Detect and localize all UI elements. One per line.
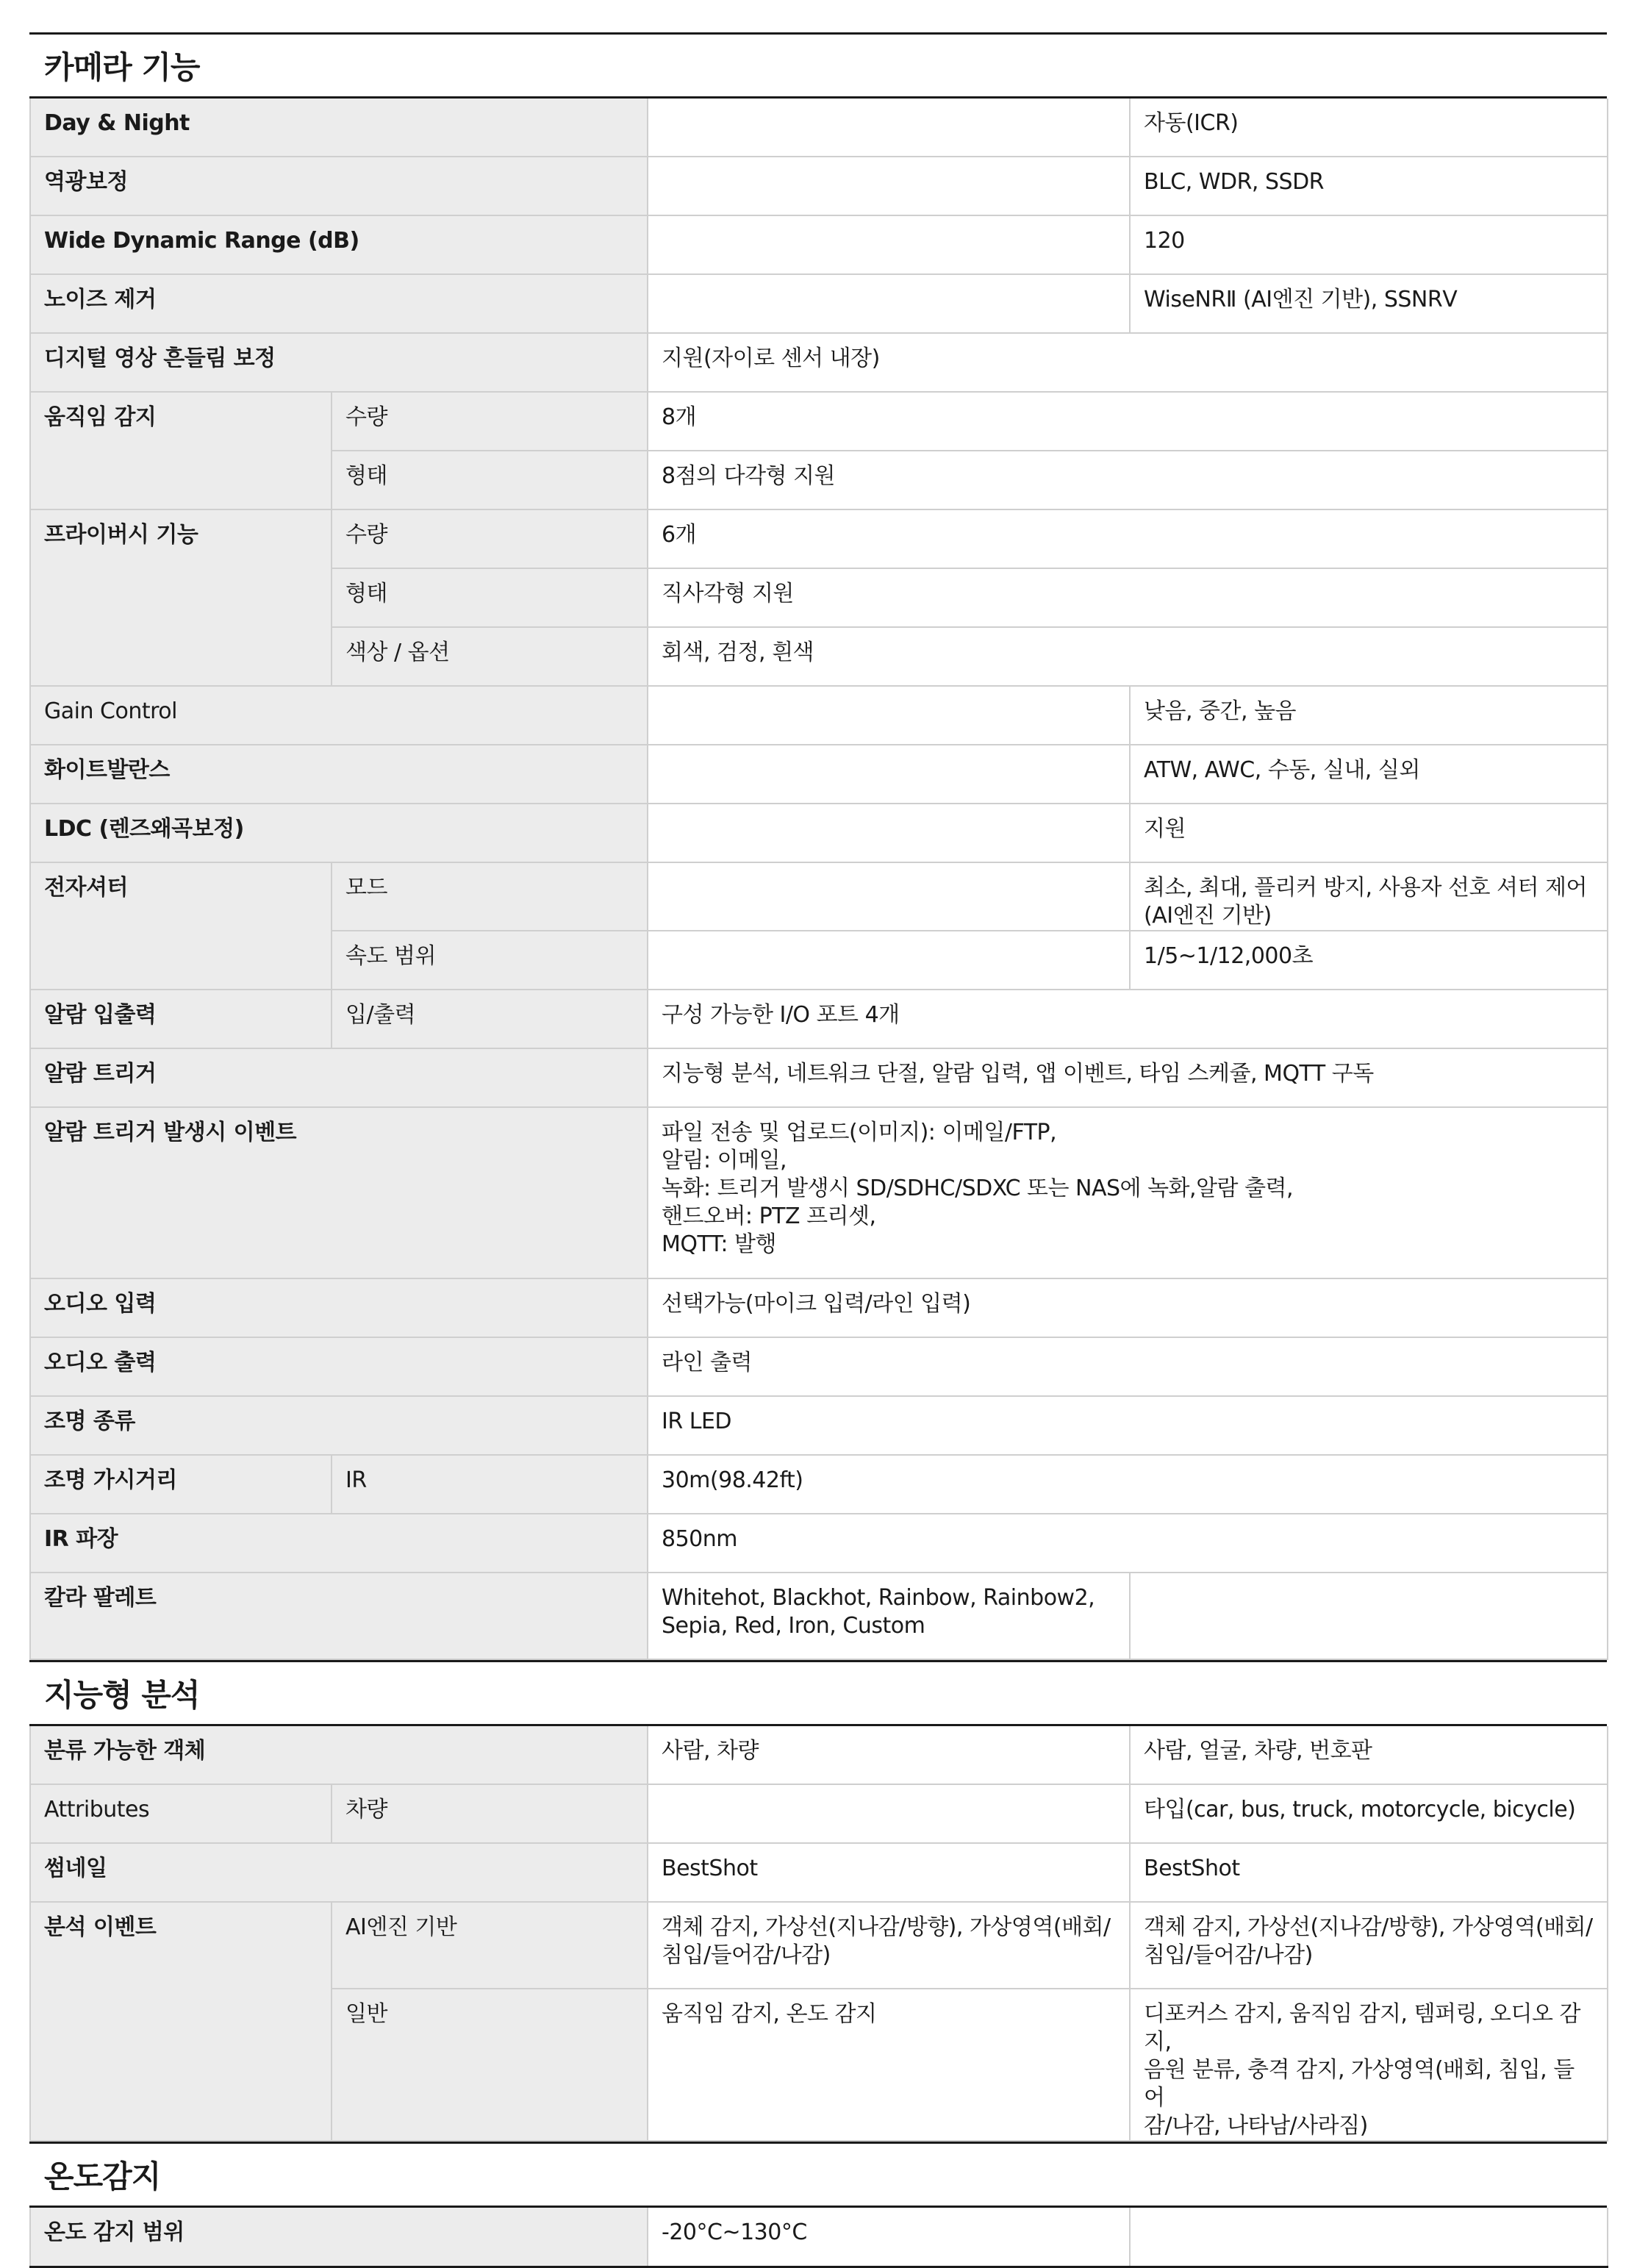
table-row bbox=[30, 1107, 1608, 1278]
row-value: 타입(car, bus, truck, motorcycle, bicycle) bbox=[1130, 1784, 1608, 1843]
empty-cell bbox=[648, 686, 1130, 745]
sub-label: 차량 bbox=[332, 1784, 648, 1843]
row-label: Gain Control bbox=[30, 686, 648, 745]
empty-cell bbox=[648, 931, 1130, 990]
row-value: 라인 출력 bbox=[648, 1337, 1608, 1396]
sub-label: 속도 범위 bbox=[332, 931, 648, 990]
row-label: 썸네일 bbox=[30, 1843, 648, 1902]
row-value: 선택가능(마이크 입력/라인 입력) bbox=[648, 1278, 1608, 1337]
row-label: 화이트발란스 bbox=[30, 745, 648, 804]
table-row bbox=[30, 333, 1608, 392]
row-value: -20°C~130°C bbox=[648, 2208, 1130, 2267]
table-row bbox=[30, 1726, 1608, 1784]
table-row bbox=[30, 99, 1608, 157]
row-value: 지능형 분석, 네트워크 단절, 알람 입력, 앱 이벤트, 타임 스케쥴, MQTT 구독 bbox=[648, 1048, 1608, 1107]
row-label: 조명 가시거리 bbox=[30, 1455, 332, 1514]
value-line: 파일 전송 및 업로드(이미지): 이메일/FTP, bbox=[662, 1120, 1057, 1145]
table-row bbox=[30, 509, 1608, 568]
row-label: 분석 이벤트 bbox=[30, 1902, 332, 2141]
analytics-spec-table bbox=[29, 1726, 1608, 2142]
value-line: Whitehot, Blackhot, Rainbow, Rainbow2, bbox=[662, 1585, 1095, 1611]
sub-label: 형태 bbox=[332, 568, 648, 627]
row-value bbox=[1130, 1902, 1608, 1989]
table-row bbox=[30, 274, 1608, 333]
value-line: (AI엔진 기반) bbox=[1144, 903, 1272, 929]
row-value: 구성 가능한 I/O 포트 4개 bbox=[648, 990, 1608, 1048]
row-value: 낮음, 중간, 높음 bbox=[1130, 686, 1608, 745]
row-label: 역광보정 bbox=[30, 157, 648, 215]
row-value: 회색, 검정, 흰색 bbox=[648, 627, 1608, 686]
row-label: 알람 트리거 발생시 이벤트 bbox=[30, 1107, 648, 1278]
table-row bbox=[30, 1337, 1608, 1396]
sub-label: 색상 / 옵션 bbox=[332, 627, 648, 686]
row-value: 6개 bbox=[648, 509, 1608, 568]
row-value: BestShot bbox=[1130, 1843, 1608, 1902]
row-value bbox=[648, 1107, 1608, 1278]
row-value: 사람, 얼굴, 차량, 번호판 bbox=[1130, 1726, 1608, 1784]
table-row bbox=[30, 804, 1608, 862]
empty-cell bbox=[648, 274, 1130, 333]
row-label: 오디오 출력 bbox=[30, 1337, 648, 1396]
row-label: 노이즈 제거 bbox=[30, 274, 648, 333]
row-value bbox=[648, 1902, 1130, 1989]
camera-spec-table bbox=[29, 99, 1608, 1660]
table-row bbox=[30, 1278, 1608, 1337]
row-value: 지원 bbox=[1130, 804, 1608, 862]
value-line: 침입/들어감/나감) bbox=[662, 1942, 831, 1968]
table-row bbox=[30, 1573, 1608, 1659]
row-label: Wide Dynamic Range (dB) bbox=[30, 215, 648, 274]
section-title-temperature: 온도감지 bbox=[29, 2142, 1607, 2208]
value-line: 디포커스 감지, 움직임 감지, 템퍼링, 오디오 감지, bbox=[1144, 2001, 1580, 2055]
row-value: 직사각형 지원 bbox=[648, 568, 1608, 627]
row-value: 지원(자이로 센서 내장) bbox=[648, 333, 1608, 392]
table-row bbox=[30, 686, 1608, 745]
empty-cell bbox=[648, 862, 1130, 931]
row-label: 전자셔터 bbox=[30, 862, 332, 990]
row-label: 조명 종류 bbox=[30, 1396, 648, 1455]
row-label: 온도 감지 범위 bbox=[30, 2208, 648, 2267]
row-value: BLC, WDR, SSDR bbox=[1130, 157, 1608, 215]
row-value: WiseNRⅡ (AI엔진 기반), SSNRⅤ bbox=[1130, 274, 1608, 333]
value-line: 객체 감지, 가상선(지나감/방향), 가상영역(배회/ bbox=[662, 1914, 1111, 1940]
row-value bbox=[1130, 862, 1608, 931]
table-row bbox=[30, 2208, 1608, 2267]
sub-label: AI엔진 기반 bbox=[332, 1902, 648, 1989]
row-value: 1/5~1/12,000초 bbox=[1130, 931, 1608, 990]
sub-label: IR bbox=[332, 1455, 648, 1514]
empty-cell bbox=[648, 215, 1130, 274]
empty-cell bbox=[648, 804, 1130, 862]
row-value bbox=[648, 1573, 1130, 1659]
value-line: 감/나감, 나타남/사라짐) bbox=[1144, 2113, 1368, 2139]
table-row bbox=[30, 392, 1608, 451]
row-value bbox=[1130, 1989, 1608, 2141]
row-label: 알람 트리거 bbox=[30, 1048, 648, 1107]
value-line: MQTT: 발행 bbox=[662, 1231, 776, 1257]
row-label: 알람 입출력 bbox=[30, 990, 332, 1048]
sub-label: 수량 bbox=[332, 509, 648, 568]
empty-cell bbox=[648, 157, 1130, 215]
value-line: 알림: 이메일, bbox=[662, 1148, 787, 1173]
row-value: 사람, 차량 bbox=[648, 1726, 1130, 1784]
row-label: 디지털 영상 흔들림 보정 bbox=[30, 333, 648, 392]
row-label: 오디오 입력 bbox=[30, 1278, 648, 1337]
row-value: 850nm bbox=[648, 1514, 1608, 1573]
row-value: 8개 bbox=[648, 392, 1608, 451]
temperature-spec-table bbox=[29, 2208, 1608, 2268]
row-value: ATW, AWC, 수동, 실내, 실외 bbox=[1130, 745, 1608, 804]
row-label: Day & Night bbox=[30, 99, 648, 157]
spec-sheet bbox=[29, 32, 1607, 2268]
table-row bbox=[30, 862, 1608, 931]
table-row bbox=[30, 990, 1608, 1048]
empty-cell bbox=[648, 745, 1130, 804]
table-row bbox=[30, 1048, 1608, 1107]
value-line: 객체 감지, 가상선(지나감/방향), 가상영역(배회/ bbox=[1144, 1914, 1593, 1940]
table-row bbox=[30, 1902, 1608, 1989]
table-row bbox=[30, 157, 1608, 215]
row-label: Attributes bbox=[30, 1784, 332, 1843]
table-row bbox=[30, 215, 1608, 274]
row-value: 움직임 감지, 온도 감지 bbox=[648, 1989, 1130, 2141]
empty-cell bbox=[1130, 1573, 1608, 1659]
section-title-camera: 카메라 기능 bbox=[29, 32, 1607, 99]
row-label: LDC (렌즈왜곡보정) bbox=[30, 804, 648, 862]
table-row bbox=[30, 1396, 1608, 1455]
row-value: 30m(98.42ft) bbox=[648, 1455, 1608, 1514]
sub-label: 일반 bbox=[332, 1989, 648, 2141]
empty-cell bbox=[1130, 2208, 1608, 2267]
table-row bbox=[30, 745, 1608, 804]
row-value: 120 bbox=[1130, 215, 1608, 274]
value-line: 침입/들어감/나감) bbox=[1144, 1942, 1313, 1968]
row-value: IR LED bbox=[648, 1396, 1608, 1455]
table-row bbox=[30, 1784, 1608, 1843]
row-value: BestShot bbox=[648, 1843, 1130, 1902]
row-label: 칼라 팔레트 bbox=[30, 1573, 648, 1659]
value-line: Sepia, Red, Iron, Custom bbox=[662, 1613, 925, 1639]
row-label: 분류 가능한 객체 bbox=[30, 1726, 648, 1784]
sub-label: 입/출력 bbox=[332, 990, 648, 1048]
row-value: 자동(ICR) bbox=[1130, 99, 1608, 157]
empty-cell bbox=[648, 99, 1130, 157]
value-line: 최소, 최대, 플리커 방지, 사용자 선호 셔터 제어 bbox=[1144, 875, 1588, 901]
row-label: 움직임 감지 bbox=[30, 392, 332, 509]
empty-cell bbox=[648, 1784, 1130, 1843]
sub-label: 수량 bbox=[332, 392, 648, 451]
table-row bbox=[30, 1455, 1608, 1514]
value-line: 음원 분류, 충격 감지, 가상영역(배회, 침입, 들어 bbox=[1144, 2057, 1575, 2111]
section-title-analytics: 지능형 분석 bbox=[29, 1660, 1607, 1726]
row-value: 8점의 다각형 지원 bbox=[648, 451, 1608, 509]
sub-label: 모드 bbox=[332, 862, 648, 931]
value-line: 녹화: 트리거 발생시 SD/SDHC/SDXC 또는 NAS에 녹화,알람 출력, bbox=[662, 1176, 1294, 1201]
table-row bbox=[30, 1514, 1608, 1573]
sub-label: 형태 bbox=[332, 451, 648, 509]
table-row bbox=[30, 1843, 1608, 1902]
row-label: IR 파장 bbox=[30, 1514, 648, 1573]
value-line: 핸드오버: PTZ 프리셋, bbox=[662, 1203, 876, 1229]
row-label: 프라이버시 기능 bbox=[30, 509, 332, 686]
